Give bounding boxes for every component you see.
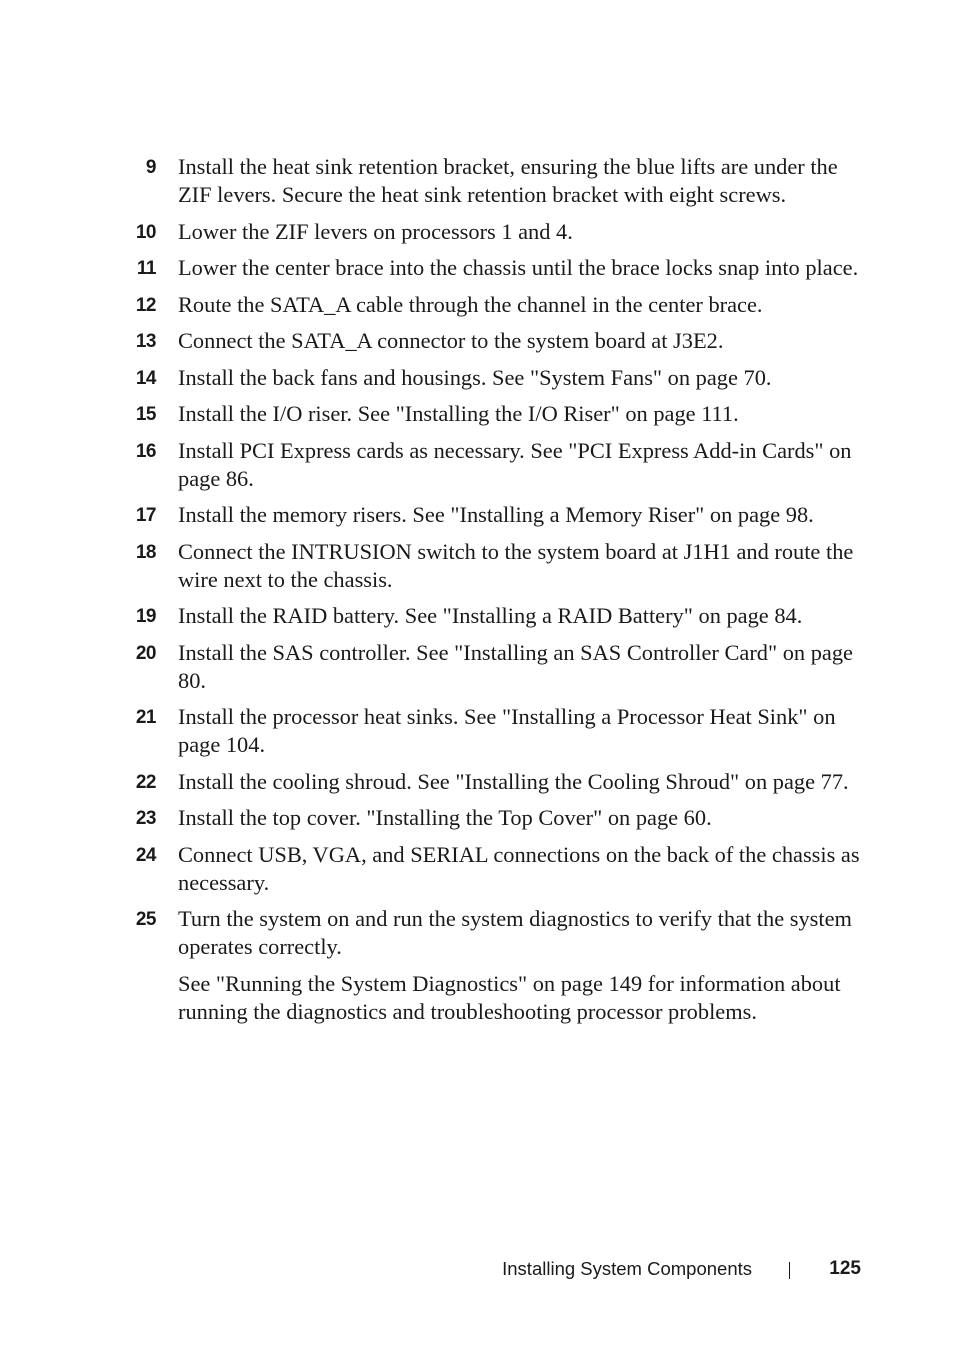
step-text: Install the processor heat sinks. See "Installing a Processor Heat Sink" on page 104. [178,704,836,757]
step-text: Install PCI Express cards as necessary. See "PCI Express Add-in Cards" on page 86. [178,437,852,491]
step-number: 25 [135,909,156,930]
step-number: 15 [135,404,156,425]
step-text: Install the RAID battery. See "Installing a RAID Battery" on page 84. [178,603,803,628]
step-number: 18 [135,541,156,563]
step-text: Install the heat sink retention bracket, ensuring the blue lifts are under the ZIF levers. Secure the heat sink retention bracket with eight screws. [178,154,838,207]
step-text: Connect USB, VGA, and SERIAL connections on the back of the chassis as necessary. [178,841,860,895]
step-number: 12 [135,294,156,316]
step-number: 22 [135,771,156,793]
step-number: 19 [135,606,156,627]
step-12 [0,291,954,319]
step-16 [0,437,954,493]
step-number: 23 [135,808,156,829]
step-number: 14 [135,367,156,389]
step-22 [0,768,954,796]
step-14 [0,364,954,392]
step-number: 13 [135,331,156,352]
step-number: 9 [145,157,156,178]
procedure-steps-list [0,153,954,1034]
step-text: Install the memory risers. See "Installing a Memory Riser" on page 98. [178,502,814,527]
step-number: 10 [135,221,156,243]
step-number: 17 [135,505,156,526]
step-text: Connect the SATA_A connector to the system board at J3E2. [178,328,724,353]
step-15 [0,400,954,428]
step-number: 24 [135,844,156,866]
step-17 [0,501,954,529]
step-number: 16 [135,440,156,462]
step-text: Install the SAS controller. See "Installing an SAS Controller Card" on page 80. [178,639,853,693]
step-text: Install the back fans and housings. See "System Fans" on page 70. [178,364,772,390]
step-20 [0,639,954,695]
step-text: Turn the system on and run the system diagnostics to verify that the system operates correctly. [178,906,852,959]
step-19 [0,602,954,630]
footer-section-title: Installing System Components [502,1258,752,1279]
step-9 [0,153,954,209]
step-11 [0,254,954,282]
step-number: 21 [135,707,156,728]
step-text: Install the cooling shroud. See "Installing the Cooling Shroud" on page 77. [178,768,849,794]
page-number: 125 [829,1258,861,1279]
step-number: 11 [136,258,156,279]
step-number: 20 [135,642,156,664]
footer-divider [789,1262,790,1279]
step-text: Install the top cover. "Installing the Top Cover" on page 60. [178,805,712,830]
step-text: Lower the center brace into the chassis until the brace locks snap into place. [178,255,859,280]
step-text: Connect the INTRUSION switch to the system board at J1H1 and route the wire next to the chassis. [178,538,854,592]
step-25 [0,905,954,1026]
step-24 [0,841,954,897]
step-13 [0,327,954,355]
step-21 [0,703,954,759]
step-18 [0,538,954,594]
step-10 [0,218,954,246]
step-text: Lower the ZIF levers on processors 1 and 4. [178,218,573,244]
page-footer [0,1255,954,1283]
step-23 [0,804,954,832]
step-note: See "Running the System Diagnostics" on page 149 for information about running the diagnostics and troubleshooting processor problems. [178,970,841,1024]
step-text: Install the I/O riser. See "Installing the I/O Riser" on page 111. [178,401,739,426]
step-text: Route the SATA_A cable through the channel in the center brace. [178,291,763,317]
